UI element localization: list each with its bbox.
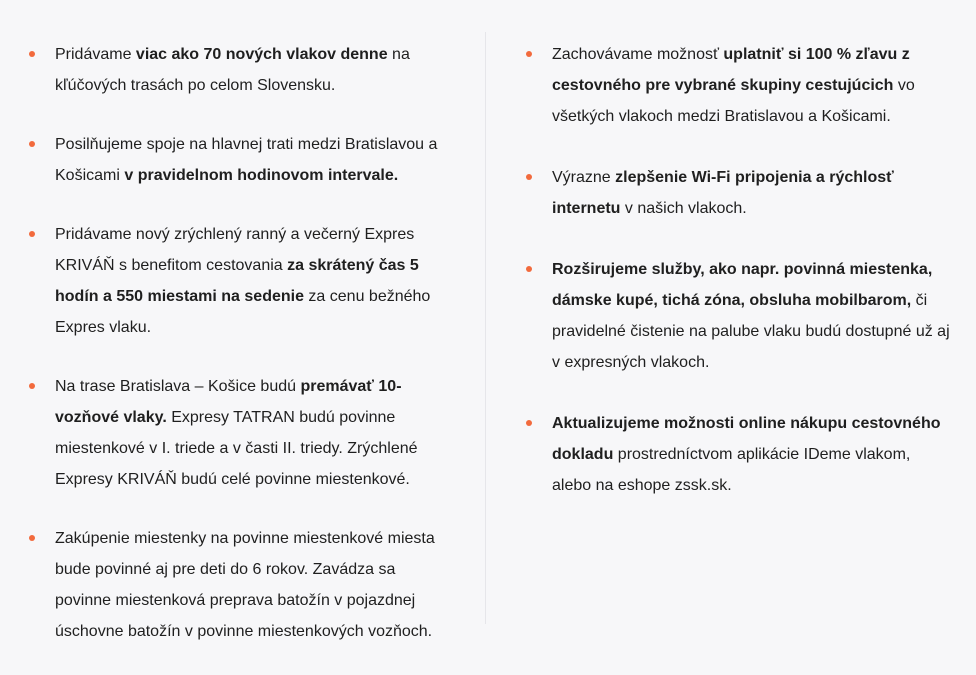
item-text: Výrazne [552,169,616,186]
column-divider [485,32,486,624]
list-item [26,39,446,101]
item-text: Expresy TATRAN budú povinne miestenkové v I. triede a v časti II. triedy. Zrýchlené Expresy KRIVÁŇ budú celé povinne miestenkové. [55,409,418,488]
item-text: Posilňujeme spoje na hlavnej trati medzi Bratislavou a Košicami [55,136,438,184]
item-text: Zachovávame možnosť [552,46,724,63]
item-text-bold: uplatniť si 100 % zľavu z cestovného pre vybrané skupiny cestujúcich [552,46,910,94]
item-text: v našich vlakoch. [620,200,747,217]
bullet-icon [29,383,35,389]
bullet-icon [526,174,532,180]
list-item [523,254,953,378]
bullet-icon [526,420,532,426]
bullet-icon [526,51,532,57]
item-text-bold: v pravidelnom hodinovom intervale. [124,167,399,184]
list-item [523,39,953,132]
item-text: prostredníctvom aplikácie IDeme vlakom, alebo na eshope zssk.sk. [552,446,911,494]
list-item [26,371,446,495]
item-text: Pridávame [55,46,136,63]
bullet-icon [29,51,35,57]
list-item [26,219,446,343]
item-text: Pridávame nový zrýchlený ranný a večerný Expres KRIVÁŇ s benefitom cestovania [55,226,415,274]
benefits-list-left [26,39,446,675]
bullet-icon [29,141,35,147]
benefits-list-right [523,39,953,531]
item-text-bold: premávať 10-vozňové vlaky. [55,378,402,426]
item-text-bold: za skrátený čas 5 hodín a 550 miestami na sedenie [55,257,419,305]
list-item [26,523,446,647]
item-text: či pravidelné čistenie na palube vlaku budú dostupné už aj v expresných vlakoch. [552,292,950,371]
item-text-bold: Aktualizujeme možnosti online nákupu cestovného dokladu [552,415,941,463]
list-item [523,408,953,501]
bullet-icon [29,535,35,541]
item-text-bold: Rozširujeme služby, ako napr. povinná miestenka, dámske kupé, tichá zóna, obsluha mobilbarom, [552,261,933,309]
item-text: vo všetkých vlakoch medzi Bratislavou a Košicami. [552,77,915,125]
list-item [523,162,953,224]
item-text: na kľúčových trasách po celom Slovensku. [55,46,410,94]
item-text: Zakúpenie miestenky na povinne miestenkové miesta bude povinné aj pre deti do 6 rokov. Zavádza sa povinne miestenková preprava batožín v pojazdnej úschovne batožín v povinne miestenkových vozňoch. [55,530,435,640]
item-text: za cenu bežného Expres vlaku. [55,288,431,336]
bullet-icon [526,266,532,272]
list-item [26,129,446,191]
item-text-bold: zlepšenie Wi-Fi pripojenia a rýchlosť internetu [552,169,894,217]
bullet-icon [29,231,35,237]
item-text-bold: viac ako 70 nových vlakov denne [135,46,388,63]
item-text: Na trase Bratislava – Košice budú [55,378,301,395]
